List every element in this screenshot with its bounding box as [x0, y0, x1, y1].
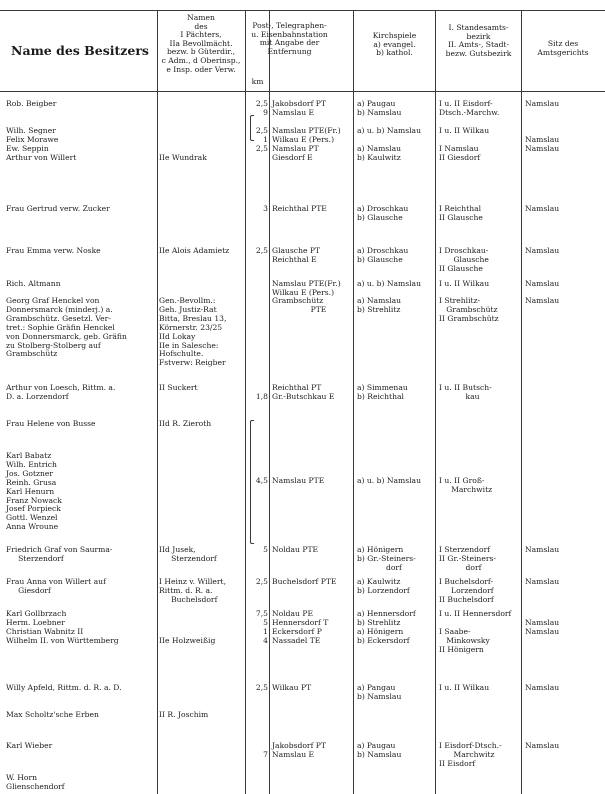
- cell-post: Jakobsdorf PT Namslau E: [272, 99, 326, 117]
- cell-registry: I u. II Wilkau: [439, 279, 490, 288]
- cell-km: 2,5 1 2,5: [255, 126, 268, 153]
- cell-post: Namslau PTE(Fr.) Wilkau E (Pers.) Namslau PT Giesdorf E: [272, 126, 341, 162]
- cell-court: Namslau: [525, 296, 560, 305]
- cell-post: Grambschütz PTE: [272, 296, 327, 314]
- cell-court: Namslau Namslau: [525, 617, 560, 636]
- cell-parish: a) Kaulwitz b) Lorzendorf: [357, 577, 410, 595]
- cell-owner: Frau Emma verw. Noske: [6, 246, 101, 255]
- cell-parish: a) Paugau b) Namslau: [357, 99, 402, 117]
- cell-registry: I Eisdorf-Dtsch.- Marchwitz II Eisdorf: [439, 741, 502, 768]
- cell-owner: Frau Gertrud verw. Zucker: [6, 204, 110, 213]
- cell-court: Namslau: [525, 246, 560, 255]
- cell-post: Jakobsdorf PT Namslau E: [272, 741, 326, 759]
- cell-tenant: IId R. Zieroth: [159, 419, 212, 428]
- cell-tenant: II R. Joschim: [159, 710, 209, 719]
- cell-parish: a) Hönigern b) Gr.-Steiners- dorf: [357, 545, 416, 572]
- cell-owner: Rob. Beigber: [6, 99, 57, 108]
- cell-owner: Frau Helene von Busse: [6, 419, 96, 428]
- cell-km: 2,5: [255, 683, 268, 692]
- cell-post: Noldau PTE: [272, 545, 319, 554]
- header-tenant: Namen des I Pächters, IIa Bevollmächt. bezw. b Güterdir., c Adm., d Oberinsp., e Insp. oder Verw.: [161, 13, 241, 74]
- cell-km: 7,5 5 1 4: [255, 609, 268, 645]
- cell-registry: I u. II Butsch- kau: [439, 383, 492, 401]
- cell-km: 7: [263, 749, 268, 759]
- column-rule: [435, 10, 436, 794]
- cell-court: Namslau: [525, 279, 560, 288]
- header-registry: I. Standesamts- bezirk II. Amts-, Stadt- bezw. Gutsbezirk: [445, 23, 512, 58]
- cell-tenant: Gen.-Bevollm.: Geh. Justiz-Rat Bitta, Breslau 13, Körnerstr. 23/25 IId Lokay IIe in Salesche: Hofschulte. Fstverw: Reigber: [159, 296, 227, 368]
- cell-owner: Max Scholtz'sche Erben: [6, 710, 99, 719]
- cell-registry: I Strehlitz- Grambschütz II Grambschütz: [439, 296, 499, 323]
- column-rule: [521, 10, 522, 794]
- cell-parish: a) Hennersdorf b) Strehlitz a) Hönigern b) Eckersdorf: [357, 609, 416, 645]
- cell-owner: Karl Babatz Wilh. Entrich Jos. Gotzner Reinh. Grusa Karl Henurn Franz Nowack Josef Porpieck Gottl. Wenzel Anna Wroune: [6, 451, 62, 532]
- cell-km: 1,8: [255, 391, 268, 401]
- cell-post: Noldau PE Hennersdorf T Eckersdorf P Nassadel TE: [272, 609, 329, 645]
- cell-owner: Rich. Altmann: [6, 279, 61, 288]
- header-court: Sitz des Amtsgerichts: [537, 39, 589, 57]
- cell-registry: I u. II Groß- Marchwitz: [439, 476, 493, 494]
- cell-km: 4,5: [255, 476, 268, 485]
- cell-km: 2,5: [255, 577, 268, 586]
- cell-post: Buchelsdorf PTE: [272, 577, 337, 586]
- cell-km: 2,5 9: [255, 99, 268, 117]
- cell-registry: I u. II Wilkau I Namslau II Giesdorf: [439, 126, 490, 162]
- cell-owner: Frau Anna von Willert auf Giesdorf: [6, 577, 106, 595]
- cell-court: Namslau Namslau: [525, 134, 560, 153]
- cell-parish: a) Simmenau b) Reichthal: [357, 383, 408, 401]
- cell-tenant: IIe Holzweißig: [159, 635, 216, 645]
- column-rule: [157, 10, 158, 794]
- cell-tenant: I Heinz v. Willert, Rittm. d. R. a. Buchelsdorf: [159, 577, 227, 604]
- cell-court: Namslau: [525, 204, 560, 213]
- cell-registry: I Reichthal II Glausche: [439, 204, 483, 222]
- cell-tenant: IIe Alois Adamietz: [159, 246, 230, 255]
- column-rule: [353, 10, 354, 794]
- cell-registry: I Buchelsdorf- Lorzendorf II Buchelsdorf: [439, 577, 494, 604]
- cell-parish: a) Namslau b) Strehlitz: [357, 296, 402, 314]
- cell-court: Namslau: [525, 577, 560, 586]
- header-km: km: [251, 77, 264, 86]
- cell-post: Namslau PTE: [272, 476, 325, 485]
- cell-parish: a) u. b) Namslau a) Namslau b) Kaulwitz: [357, 126, 421, 162]
- cell-km: 3: [263, 204, 268, 213]
- cell-parish: a) Pangau b) Namslau: [357, 683, 402, 701]
- column-rule: [269, 10, 270, 794]
- cell-post: Namslau PTE(Fr.) Wilkau E (Pers.): [272, 279, 341, 297]
- cell-post: Reichthal PT Gr.-Butschkau E: [272, 383, 335, 401]
- cell-tenant: IId Jusek, Sterzendorf: [159, 545, 217, 563]
- cell-parish: a) Paugau b) Namslau: [357, 741, 402, 759]
- cell-owner: Georg Graf Henckel von Donnersmarck (minderj.) a. Grambschütz. Gesetzl. Ver- tret.: Sophie Gräfin Henckel von Donnersmarck, geb. Gräfin zu Stolberg-Stolberg auf Grambschütz: [6, 296, 127, 359]
- cell-owner: Wilh. Segner Felix Morawe Ew. Seppin Arthur von Willert: [6, 126, 77, 162]
- cell-owner: Karl Wieber: [6, 741, 53, 750]
- cell-court: Namslau: [525, 683, 560, 692]
- cell-parish: a) u. b) Namslau: [357, 476, 421, 485]
- cell-km: 5: [263, 545, 268, 554]
- header-top-rule: [0, 10, 605, 11]
- header-owner: Name des Besitzers: [11, 43, 149, 58]
- cell-km: 2,5: [255, 246, 268, 255]
- cell-owner: Arthur von Loesch, Rittm. a. D. a. Lorzendorf: [6, 383, 116, 401]
- cell-owner: Willy Apfeld, Rittm. d. R. a. D.: [6, 683, 122, 692]
- cell-tenant: II Suckert: [159, 383, 198, 392]
- cell-court: Namslau: [525, 741, 560, 750]
- cell-owner: Karl Gollbrzach Herm. Loebner Christian Wabnitz II Wilhelm II. von Württemberg: [6, 609, 119, 645]
- cell-court: Namslau: [525, 99, 560, 108]
- cell-post: Reichthal PTE: [272, 204, 327, 213]
- cell-registry: I Droschkau- Glausche II Glausche: [439, 246, 489, 273]
- cell-parish: a) Droschkau b) Glausche: [357, 204, 409, 222]
- cell-registry: I u. II Eisdorf- Dtsch.-Marchw.: [439, 99, 500, 117]
- cell-owner: W. Horn Glienschendorf: [6, 773, 65, 791]
- cell-registry: I u. II Hennersdorf I Saabe- Minkowsky II Hönigern: [439, 609, 512, 654]
- cell-tenant: IIe Wundrak: [159, 152, 207, 162]
- cell-registry: I Sterzendorf II Gr.-Steiners- dorf: [439, 545, 496, 572]
- cell-owner: Friedrich Graf von Saurma- Sterzendorf: [6, 545, 113, 563]
- header-parish: Kirchspiele a) evangel. b) kathol.: [372, 31, 417, 58]
- cell-post: Wilkau PT: [272, 683, 312, 692]
- cell-post: Glausche PT Reichthal E: [272, 246, 321, 264]
- cell-parish: a) u. b) Namslau: [357, 279, 421, 288]
- cell-parish: a) Droschkau b) Glausche: [357, 246, 409, 264]
- cell-court: Namslau: [525, 545, 560, 554]
- header-post: Post-, Telegraphen- u. Eisenbahnstation mit Angabe der Entfernung: [251, 21, 328, 56]
- cell-registry: I u. II Wilkau: [439, 683, 490, 692]
- header-bottom-rule: [0, 91, 605, 92]
